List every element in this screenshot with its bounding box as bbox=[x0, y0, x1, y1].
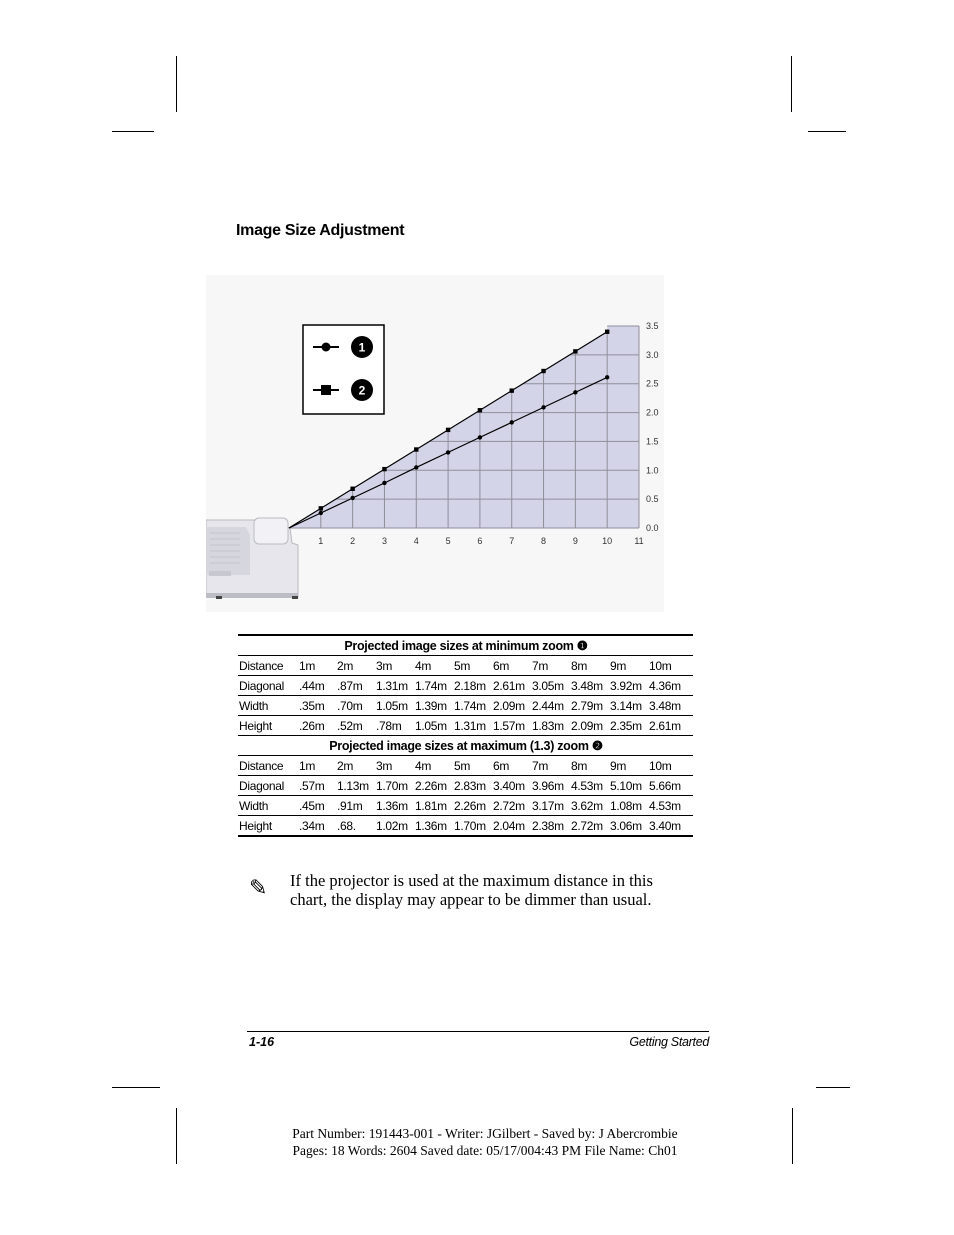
data-point-square bbox=[382, 467, 386, 471]
data-point-circle bbox=[350, 496, 354, 500]
table-cell: 8m bbox=[571, 758, 588, 773]
table-cell: 1.13m bbox=[337, 778, 369, 793]
table-cell: 1m bbox=[299, 658, 316, 673]
table-cell: 3m bbox=[376, 658, 393, 673]
table-row bbox=[238, 696, 693, 716]
table-cell: 3m bbox=[376, 758, 393, 773]
table-cell: 1.31m bbox=[454, 718, 486, 733]
table-row bbox=[238, 656, 693, 676]
table-cell: 2.26m bbox=[454, 798, 486, 813]
crop-mark bbox=[176, 56, 177, 112]
table-cell: 1.57m bbox=[493, 718, 525, 733]
chart-y-axis bbox=[646, 321, 659, 533]
y-tick-label: 1.5 bbox=[646, 436, 659, 447]
part-info-line-1: Part Number: 191443-001 - Writer: JGilbert - Saved by: J Abercrombie bbox=[292, 1126, 678, 1141]
y-tick-label: 3.5 bbox=[646, 321, 659, 331]
x-tick-label: 1 bbox=[318, 536, 324, 546]
table-cell: 3.96m bbox=[532, 778, 564, 793]
table-cell: 2.72m bbox=[493, 798, 525, 813]
table-cell: 4m bbox=[415, 758, 432, 773]
table-cell: 3.06m bbox=[610, 818, 642, 833]
chapter-title: Getting Started bbox=[629, 1035, 709, 1049]
table-cell: 3.17m bbox=[532, 798, 564, 813]
y-tick-label: 2.0 bbox=[646, 407, 659, 418]
table-cell: 3.92m bbox=[610, 678, 642, 693]
crop-mark bbox=[791, 56, 792, 112]
table-cell: 2.61m bbox=[649, 718, 681, 733]
y-tick-label: 1.0 bbox=[646, 465, 659, 476]
table-cell: 8m bbox=[571, 658, 588, 673]
table-cell: 4m bbox=[415, 658, 432, 673]
table-cell: 5.66m bbox=[649, 778, 681, 793]
table-cell: 3.62m bbox=[571, 798, 603, 813]
table-cell: .87m bbox=[337, 678, 363, 693]
table-caption-min: Projected image sizes at minimum zoom ❶ bbox=[344, 639, 588, 653]
data-point-square bbox=[573, 349, 577, 353]
table-cell: 5m bbox=[454, 658, 471, 673]
table-cell: .26m bbox=[299, 718, 325, 733]
table-cell: .78m bbox=[376, 718, 402, 733]
part-info bbox=[0, 1126, 954, 1159]
table-cell: 4.36m bbox=[649, 678, 681, 693]
table-cell: 4.53m bbox=[571, 778, 603, 793]
legend-label-2: 2 bbox=[358, 383, 366, 398]
table-cell: 4.53m bbox=[649, 798, 681, 813]
table-row bbox=[238, 796, 693, 816]
table-cell: 9m bbox=[610, 658, 627, 673]
data-point-circle bbox=[319, 511, 323, 515]
data-point-square bbox=[350, 487, 354, 491]
footer-rule bbox=[247, 1031, 709, 1032]
table-cell: 1.05m bbox=[415, 718, 447, 733]
crop-mark bbox=[112, 1087, 160, 1088]
table-cell: 2.61m bbox=[493, 678, 525, 693]
table-cell: 1.70m bbox=[454, 818, 486, 833]
table-cell: 1.74m bbox=[415, 678, 447, 693]
image-size-chart bbox=[206, 275, 664, 612]
table-cell: 10m bbox=[649, 658, 672, 673]
table-cell: .68. bbox=[337, 818, 356, 833]
x-tick-label: 6 bbox=[477, 536, 483, 546]
table-cell: .34m bbox=[299, 818, 325, 833]
crop-mark bbox=[112, 131, 154, 132]
data-point-circle bbox=[510, 420, 514, 424]
row-label: Width bbox=[239, 698, 269, 713]
table-cell: 2.04m bbox=[493, 818, 525, 833]
table-cell: 2.09m bbox=[493, 698, 525, 713]
table-cell: 3.14m bbox=[610, 698, 642, 713]
table-cell: 3.40m bbox=[493, 778, 525, 793]
table-row bbox=[238, 756, 693, 776]
chart-x-axis bbox=[318, 536, 643, 546]
table-row bbox=[238, 776, 693, 796]
image-size-tables bbox=[238, 634, 693, 837]
table-cell: 10m bbox=[649, 758, 672, 773]
crop-mark bbox=[816, 1087, 850, 1088]
table-cell: 2.26m bbox=[415, 778, 447, 793]
row-label: Diagonal bbox=[239, 678, 284, 693]
y-tick-label: 2.5 bbox=[646, 378, 659, 389]
table-cell: .52m bbox=[337, 718, 363, 733]
table-cell: 1.08m bbox=[610, 798, 642, 813]
table-cell: 2.44m bbox=[532, 698, 564, 713]
x-tick-label: 11 bbox=[634, 536, 644, 546]
table-cell: 2.09m bbox=[571, 718, 603, 733]
table-cell: 1.36m bbox=[415, 818, 447, 833]
table-caption-max: Projected image sizes at maximum (1.3) zoom ❷ bbox=[329, 739, 603, 753]
table-cell: 1.74m bbox=[454, 698, 486, 713]
data-point-circle bbox=[605, 375, 609, 379]
table-cell: 6m bbox=[493, 658, 510, 673]
data-point-square bbox=[414, 447, 418, 451]
data-point-square bbox=[319, 506, 323, 510]
x-tick-label: 5 bbox=[445, 536, 451, 546]
data-point-circle bbox=[382, 481, 386, 485]
table-cell: 1.02m bbox=[376, 818, 408, 833]
table-cell: 3.05m bbox=[532, 678, 564, 693]
row-label: Distance bbox=[239, 658, 284, 673]
y-tick-label: 0.0 bbox=[646, 523, 659, 533]
table-cell: 2.72m bbox=[571, 818, 603, 833]
table-maximum-zoom bbox=[238, 735, 693, 835]
data-point-circle bbox=[478, 435, 482, 439]
y-tick-label: 3.0 bbox=[646, 349, 659, 360]
data-point-square bbox=[605, 330, 609, 334]
table-cell: 2.79m bbox=[571, 698, 603, 713]
table-cell: 2.18m bbox=[454, 678, 486, 693]
table-row bbox=[238, 816, 693, 836]
x-tick-label: 4 bbox=[413, 536, 419, 546]
pencil-note-icon: ✎ bbox=[249, 876, 268, 901]
table-cell: .57m bbox=[299, 778, 325, 793]
part-info-line-2: Pages: 18 Words: 2604 Saved date: 05/17/004:43 PM File Name: Ch01 bbox=[292, 1142, 678, 1158]
data-point-circle bbox=[414, 465, 418, 469]
row-label: Height bbox=[239, 718, 272, 733]
table-cell: 1.36m bbox=[376, 798, 408, 813]
table-cell: 2.83m bbox=[454, 778, 486, 793]
data-point-square bbox=[478, 408, 482, 412]
projector-icon bbox=[206, 518, 298, 599]
data-point-square bbox=[446, 428, 450, 432]
table-cell: 1.83m bbox=[532, 718, 564, 733]
table-minimum-zoom bbox=[238, 634, 693, 735]
table-cell: 2.35m bbox=[610, 718, 642, 733]
table-cell: 5m bbox=[454, 758, 471, 773]
row-label: Height bbox=[239, 818, 272, 833]
table-cell: .44m bbox=[299, 678, 325, 693]
note-text: If the projector is used at the maximum distance in this chart, the display may appear to be dimmer than usual. bbox=[290, 871, 653, 909]
table-cell: 3.48m bbox=[649, 698, 681, 713]
legend-square-marker bbox=[321, 385, 331, 395]
crop-mark bbox=[808, 131, 846, 132]
table-cell: .35m bbox=[299, 698, 325, 713]
table-cell: 7m bbox=[532, 658, 549, 673]
table-cell: 2m bbox=[337, 758, 354, 773]
table-cell: 2m bbox=[337, 658, 354, 673]
table-cell: 3.40m bbox=[649, 818, 681, 833]
table-bottom-rule bbox=[238, 835, 693, 837]
table-cell: 9m bbox=[610, 758, 627, 773]
data-point-circle bbox=[446, 450, 450, 454]
table-row bbox=[238, 676, 693, 696]
data-point-circle bbox=[573, 390, 577, 394]
row-label: Diagonal bbox=[239, 778, 284, 793]
x-tick-label: 8 bbox=[541, 536, 547, 546]
table-cell: 7m bbox=[532, 758, 549, 773]
data-point-square bbox=[510, 388, 514, 392]
data-point-square bbox=[541, 369, 545, 373]
table-cell: 1.31m bbox=[376, 678, 408, 693]
page-number: 1-16 bbox=[249, 1035, 275, 1049]
chart-legend bbox=[303, 325, 384, 414]
legend-label-1: 1 bbox=[358, 340, 366, 355]
table-cell: .70m bbox=[337, 698, 363, 713]
table-cell: 6m bbox=[493, 758, 510, 773]
legend-circle-marker bbox=[322, 343, 331, 352]
table-row bbox=[238, 716, 693, 736]
table-cell: 1.81m bbox=[415, 798, 447, 813]
table-cell: 2.38m bbox=[532, 818, 564, 833]
x-tick-label: 2 bbox=[350, 536, 356, 546]
table-cell: 1m bbox=[299, 758, 316, 773]
x-tick-label: 9 bbox=[572, 536, 578, 546]
x-tick-label: 10 bbox=[602, 536, 613, 546]
x-tick-label: 3 bbox=[381, 536, 387, 546]
chart-svg bbox=[206, 275, 664, 612]
table-cell: 1.05m bbox=[376, 698, 408, 713]
table-cell: 3.48m bbox=[571, 678, 603, 693]
y-tick-label: 0.5 bbox=[646, 494, 659, 505]
table-cell: 5.10m bbox=[610, 778, 642, 793]
table-cell: 1.39m bbox=[415, 698, 447, 713]
row-label: Width bbox=[239, 798, 269, 813]
table-cell: .91m bbox=[337, 798, 363, 813]
table-cell: 1.70m bbox=[376, 778, 408, 793]
section-title: Image Size Adjustment bbox=[236, 222, 405, 239]
row-label: Distance bbox=[239, 758, 284, 773]
table-cell: .45m bbox=[299, 798, 325, 813]
data-point-circle bbox=[541, 405, 545, 409]
x-tick-label: 7 bbox=[509, 536, 515, 546]
